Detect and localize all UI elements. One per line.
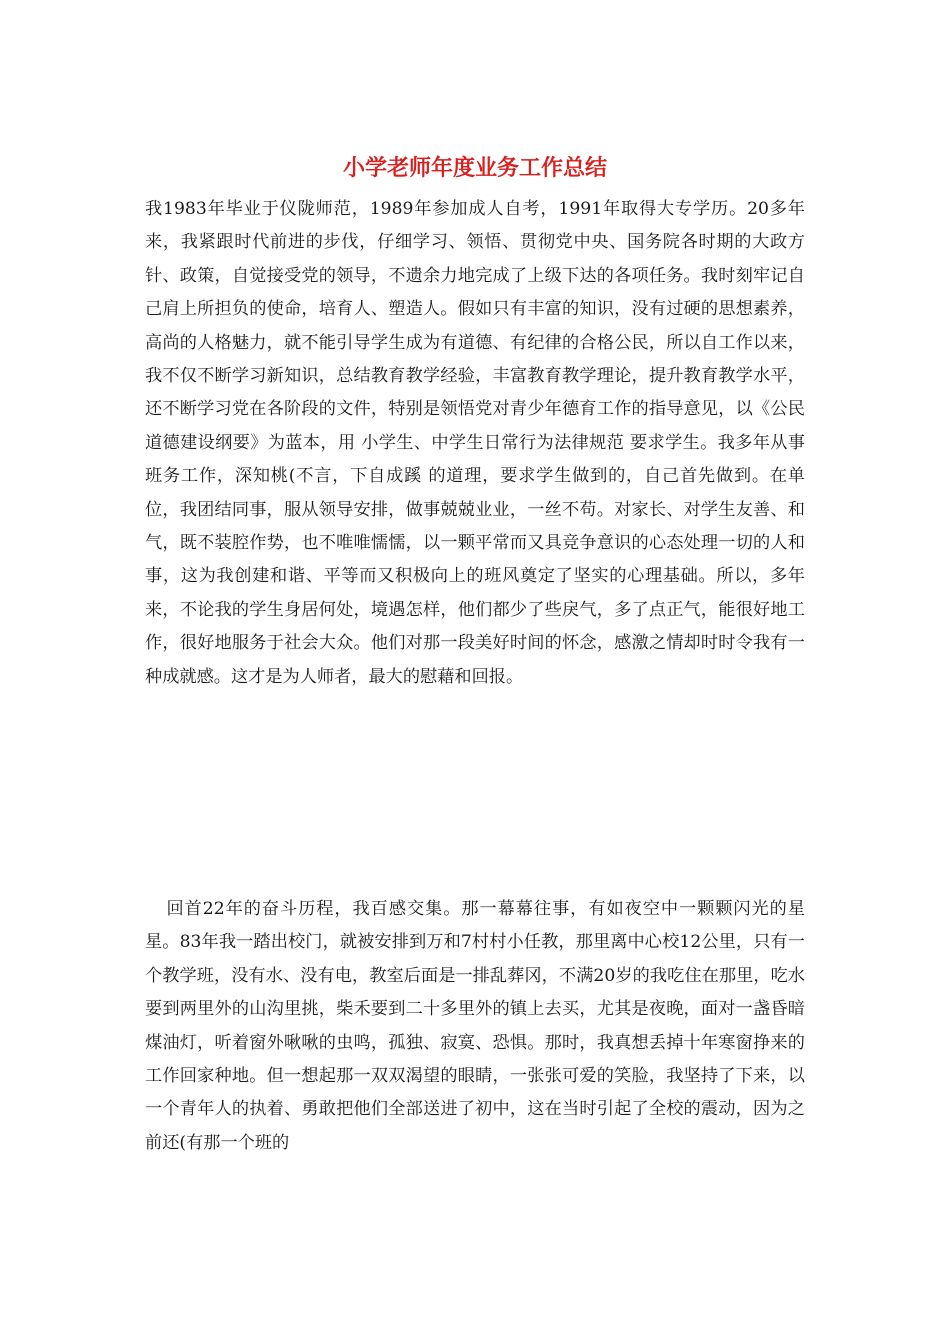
document-title: 小学老师年度业务工作总结 bbox=[342, 155, 607, 181]
paragraph-1: 我1983年毕业于仪陇师范，1989年参加成人自考，1991年取得大专学历。20多年来，我紧跟时代前进的步伐，仔细学习、领悟、贯彻党中央、国务院各时期的大政方针、政策，自觉接受党的领导，不遗余力地完成了上级下达的各项任务。我时刻牢记自己肩上所担负的使命，培育人、塑造人。假如只有丰富的知识，没有过硬的思想素养，高尚的人格魅力，就不能引导学生成为有道德、有纪律的合格公民，所以自工作以来，我不仅不断学习新知识，总结教育教学经验，丰富教育教学理论，提升教育教学水平，还不断学习党在各阶段的文件，特别是领悟党对青少年德育工作的指导意见，以《公民道德建设纲要》为蓝本，用 小学生、中学生日常行为法律规范 要求学生。我多年从事班务工作，深知桃(不言，下自成蹊 的道理，要求学生做到的，自己首先做到。在单位，我团结同事，服从领导安排，做事兢兢业业，一丝不苟。对家长、对学生友善、和气，既不装腔作势，也不唯唯懦懦，以一颗平常而又具竞争意识的心态处理一切的人和事，这为我创建和谐、平等而又积极向上的班风奠定了坚实的心理基础。所以，多年来，不论我的学生身居何处，境遇怎样，他们都少了些戾气，多了点正气，能很好地工作，很好地服务于社会大众。他们对那一段美好时间的怀念，感激之情却时时令我有一种成就感。这才是为人师者，最大的慰藉和回报。 bbox=[145, 199, 805, 687]
paragraph-2: 回首22年的奋斗历程，我百感交集。那一幕幕往事，有如夜空中一颗颗闪光的星星。83年我一踏出校门，就被安排到万和7村村小任教，那里离中心校12公里，只有一个教学班，没有水、没有电，教室后面是一排乱葬冈，不满20岁的我吃住在那里，吃水要到两里外的山沟里挑，柴禾要到二十多里外的镇上去买，尤其是夜晚，面对一盏昏暗煤油灯，听着窗外啾啾的虫鸣，孤独、寂寞、恐惧。那时，我真想丢掉十年寒窗挣来的工作回家种地。但一想起那一双双渴望的眼睛，一张张可爱的笑脸，我坚持了下来，以一个青年人的执着、勇敢把他们全部送进了初中，这在当时引起了全校的震动，因为之前还(有那一个班的 bbox=[145, 899, 805, 1153]
